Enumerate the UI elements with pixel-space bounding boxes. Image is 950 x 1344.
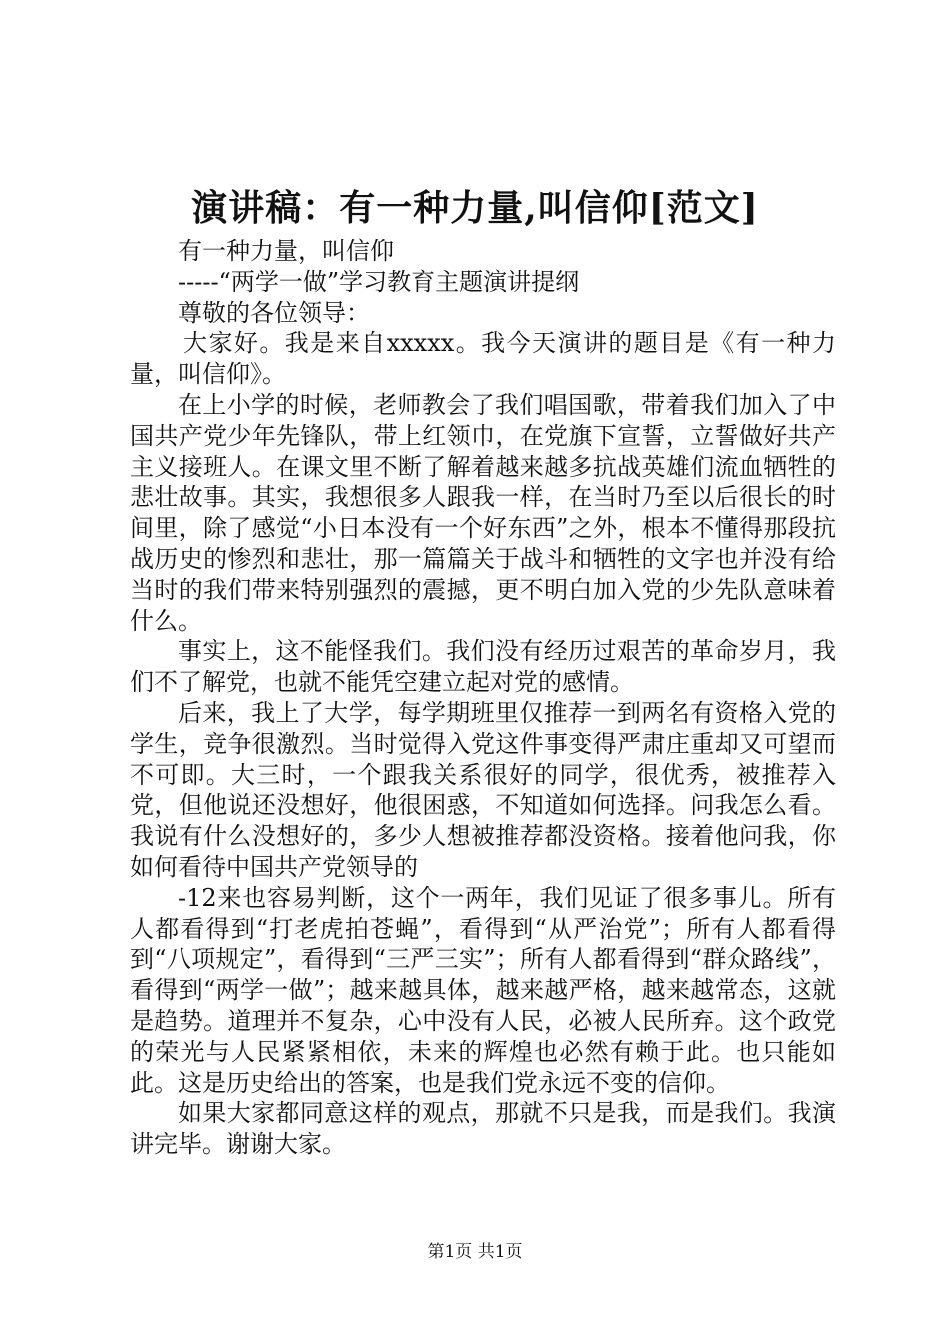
body-paragraph: 后来，我上了大学，每学期班里仅推荐一到两名有资格入党的学生，竞争很激烈。当时觉得入党这件事变得严肃庄重却又可望而不可即。大三时，一个跟我关系很好的同学，很优秀，被推荐入党，但他说还没想好，他很困惑，不知道如何选择。问我怎么看。我说有什么没想好的，多少人想被推荐都没资格。接着他问我，你如何看待中国共产党领导的: [130, 698, 836, 881]
page-footer: 第1页 共1页: [427, 1242, 523, 1262]
body-paragraph: 大家好。我是来自xxxxx。我今天演讲的题目是《有一种力量，叫信仰》。: [130, 329, 836, 389]
subtitle-line: 有一种力量，叫信仰: [178, 237, 394, 265]
body-paragraph: 事实上，这不能怪我们。我们没有经历过艰苦的革命岁月，我们不了解党，也就不能凭空建立起对党的感情。: [130, 637, 836, 697]
closing-paragraph: 如果大家都同意这样的观点，那就不只是我，而是我们。我演讲完毕。谢谢大家。: [130, 1099, 836, 1159]
subtitle-sub-line: -----“两学一做”学习教育主题演讲提纲: [178, 267, 580, 296]
body-paragraph: -12来也容易判断，这个一两年，我们见证了很多事儿。所有人都看得到“打老虎拍苍蝇”，看得到“从严治党”；所有人都看得到“八项规定”，看得到“三严三实”；所有人都看得到“群众路线”，看得到“两学一做”；越来越具体，越来越严格，越来越常态，这就是趋势。道理并不复杂，心中没有人民，必被人民所弃。这个政党的荣光与人民紧紧相依，未来的辉煌也必然有赖于此。也只能如此。这是历史给出的答案，也是我们党永远不变的信仰。: [130, 883, 836, 1097]
document-title: 演讲稿：有一种力量,叫信仰[范文]: [191, 187, 759, 229]
salutation: 尊敬的各位领导：: [178, 298, 370, 327]
document-body: [130, 236, 836, 1160]
body-paragraph: 在上小学的时候，老师教会了我们唱国歌，带着我们加入了中国共产党少年先锋队，带上红领巾，在党旗下宣誓，立誓做好共产主义接班人。在课文里不断了解着越来越多抗战英雄们流血牺牲的悲壮故事。其实，我想很多人跟我一样，在当时乃至以后很长的时间里，除了感觉“小日本没有一个好东西”之外，根本不懂得那段抗战历史的惨烈和悲壮，那一篇篇关于战斗和牺牲的文字也并没有给当时的我们带来特别强烈的震撼，更不明白加入党的少先队意味着什么。: [130, 390, 836, 635]
